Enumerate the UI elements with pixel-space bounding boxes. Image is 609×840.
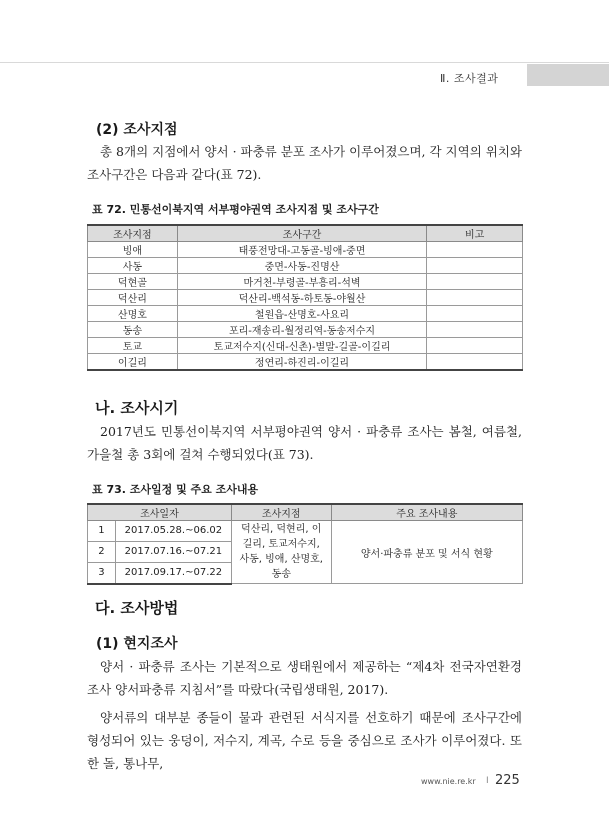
survey-date: 2017.07.16.~07.21 [115,541,231,562]
table-cell [427,306,523,322]
table-cell: 사동 [88,258,178,274]
section-heading-survey-period: 나. 조사시기 [95,399,179,417]
table-header-row [88,504,523,521]
table73 [87,503,523,585]
top-band [0,0,609,63]
table-cell: 토교저수지(신대-신촌)-별말-길골-이길리 [177,338,426,354]
column-header: 조사지점 [231,504,331,521]
row-number: 2 [88,541,116,562]
table72 [87,224,523,371]
header-tab [527,64,609,86]
column-header: 조사일자 [88,504,232,521]
paragraph-survey-sites: 총 8개의 지점에서 양서 · 파충류 분포 조사가 이루어졌으며, 각 지역의 위치와 조사구간은 다음과 같다(표 72). [87,144,522,182]
table-row [88,274,523,290]
table72-caption: 표 72. 민통선이북지역 서부평야권역 조사지점 및 조사구간 [92,203,379,216]
column-header: 비고 [427,225,523,242]
table-cell: 중면-사동-진명산 [177,258,426,274]
table-cell: 빙애 [88,242,178,258]
survey-date: 2017.09.17.~07.22 [115,562,231,583]
table-row [88,322,523,338]
table73-caption: 표 73. 조사일정 및 주요 조사내용 [92,483,259,496]
table-cell: 태풍전망대-고동골-빙애-중면 [177,242,426,258]
table-cell [427,258,523,274]
column-header: 조사지점 [88,225,178,242]
section-heading-survey-method: 다. 조사방법 [95,599,179,617]
table-row [88,306,523,322]
table-cell: 마거천-부령골-부흥리-석벽 [177,274,426,290]
table-row [88,354,523,371]
table-row [88,290,523,306]
table-row [88,242,523,258]
page-number: 225 [495,773,520,788]
survey-date: 2017.05.28.~06.02 [115,521,231,542]
table-cell [427,354,523,371]
table-row [88,338,523,354]
table-cell [427,338,523,354]
table-cell: 토교 [88,338,178,354]
table-cell: 포리-재송리-월정리역-동송저수지 [177,322,426,338]
table-cell: 이길리 [88,354,178,371]
column-header: 주요 조사내용 [331,504,522,521]
row-number: 1 [88,521,116,542]
survey-sites-cell: 덕산리, 덕현리, 이길리, 토교저수지, 사동, 빙애, 산명호, 동송 [231,521,331,584]
table-cell [427,274,523,290]
table-cell: 덕산리-백석동-하토동-야월산 [177,290,426,306]
paragraph-survey-period: 2017년도 민통선이북지역 서부평야권역 양서 · 파충류 조사는 봄철, 여름철, 가을철 총 3회에 걸쳐 수행되었다(표 73). [87,424,522,462]
table-cell [427,290,523,306]
table-cell [427,242,523,258]
footer-url: www.nie.re.kr [421,777,476,786]
table-cell: 동송 [88,322,178,338]
paragraph-field-survey-habitat: 양서류의 대부분 종들이 물과 관련된 서식지를 선호하기 때문에 조사구간에 형성되어 있는 웅덩이, 저수지, 계곡, 수로 등을 중심으로 조사가 이루어졌다. 또한 돌, 통나무, [87,710,522,771]
table-cell: 철원읍-산명호-사요리 [177,306,426,322]
subsection-heading-field-survey: (1) 현지조사 [96,636,178,652]
column-header: 조사구간 [177,225,426,242]
table-cell: 덕현골 [88,274,178,290]
row-number: 3 [88,562,116,583]
footer-separator: I [486,776,489,786]
table-cell: 정연리-하진리-이길리 [177,354,426,371]
table-cell [427,322,523,338]
paragraph-field-survey-guideline: 양서 · 파충류 조사는 기본적으로 생태원에서 제공하는 “제4차 전국자연환경조사 양서파충류 지침서”를 따랐다(국립생태원, 2017). [87,659,522,697]
subsection-heading-survey-sites: (2) 조사지점 [96,122,178,138]
table-row [88,521,523,542]
table-header-row [88,225,523,242]
survey-content-cell: 양서·파충류 분포 및 서식 현황 [331,521,522,584]
running-header: Ⅱ. 조사결과 [440,72,499,85]
table-cell: 덕산리 [88,290,178,306]
table-cell: 산명호 [88,306,178,322]
table-row [88,258,523,274]
